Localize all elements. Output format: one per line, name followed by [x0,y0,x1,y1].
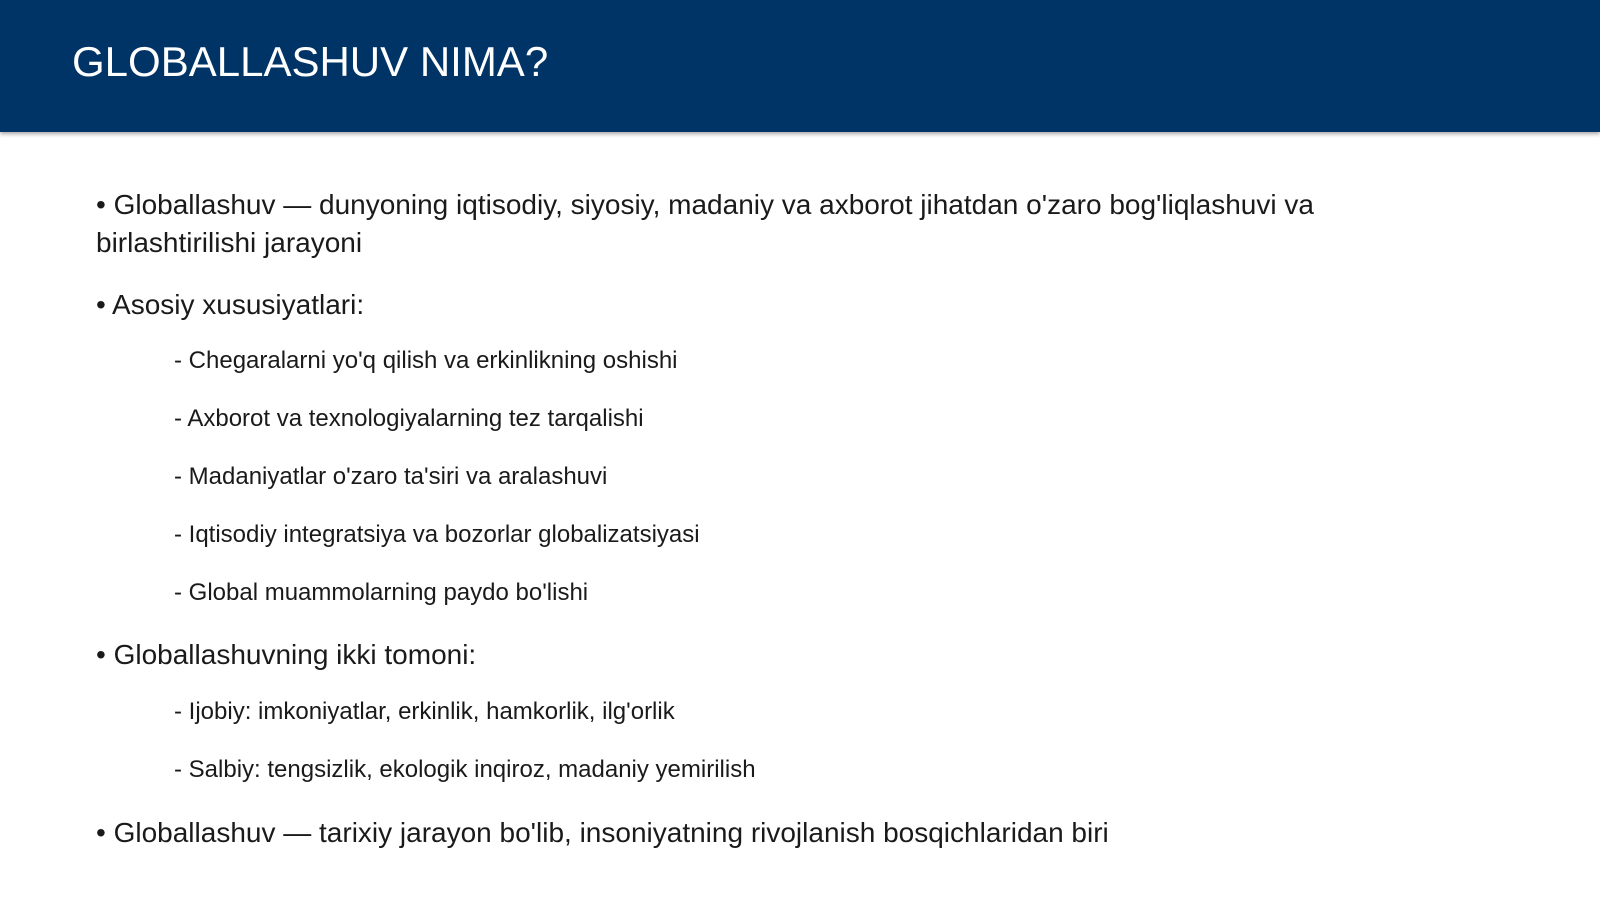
slide-header [0,0,1600,132]
sub-item-information: - Axborot va texnologiyalarning tez tarqalishi [174,405,644,432]
sub-item-cultures: - Madaniyatlar o'zaro ta'siri va aralashuvi [174,463,608,490]
sub-item-positive: - Ijobiy: imkoniyatlar, erkinlik, hamkorlik, ilg'orlik [174,698,675,725]
sub-item-negative: - Salbiy: tengsizlik, ekologik inqiroz, madaniy yemirilish [174,756,756,783]
bullet-historical-process: • Globallashuv — tarixiy jarayon bo'lib, insoniyatning rivojlanish bosqichlaridan biri [96,817,1109,848]
bullet-main-features: • Asosiy xususiyatlari: [96,289,365,320]
sub-item-global-problems: - Global muammolarning paydo bo'lishi [174,579,589,606]
bullet-two-sides: • Globallashuvning ikki tomoni: [96,639,477,670]
sub-item-borders: - Chegaralarni yo'q qilish va erkinlikning oshishi [174,347,678,374]
slide-title: GLOBALLASHUV NIMA? [72,38,549,85]
sub-item-economic-integration: - Iqtisodiy integratsiya va bozorlar globalizatsiyasi [174,521,700,548]
bullet-definition: • Globallashuv — dunyoning iqtisodiy, siyosiy, madaniy va axborot jihatdan o'zaro bog'liqlashuvi va birlashtirilishi jarayoni [96,189,1314,258]
